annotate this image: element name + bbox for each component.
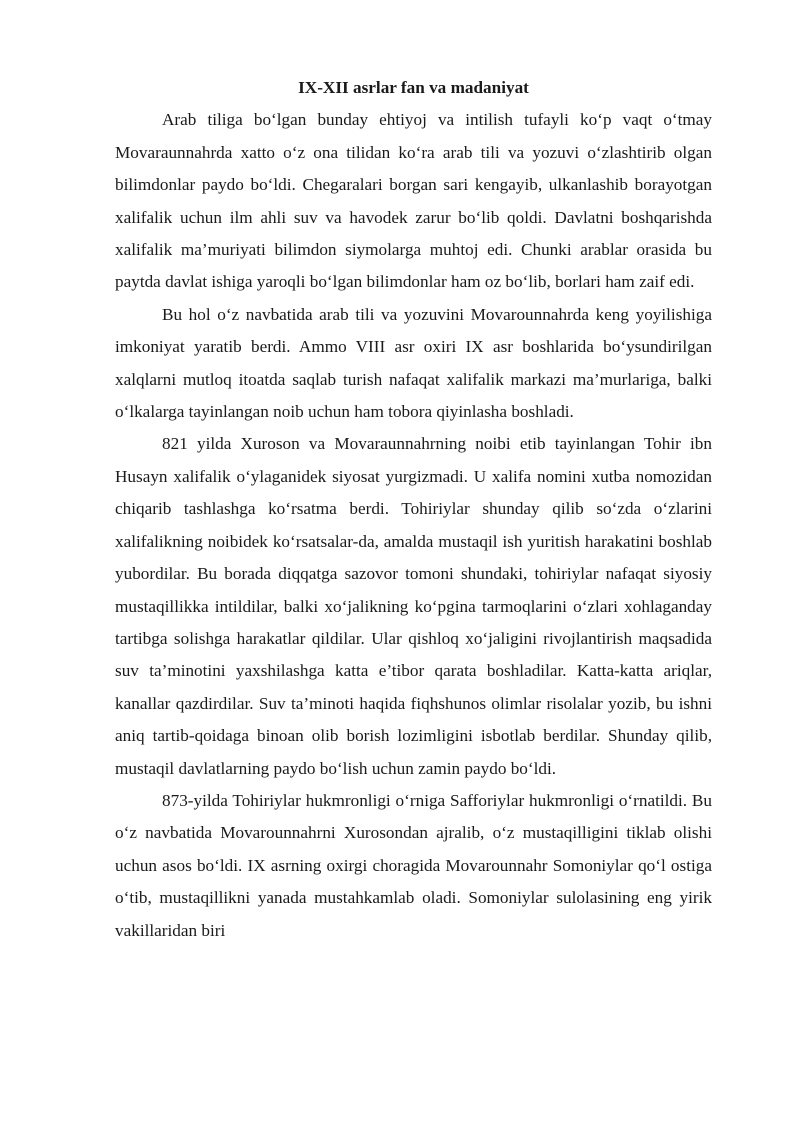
paragraph-1: Arab tiliga bo‘lgan bunday ehtiyoj va intilish tufayli ko‘p vaqt o‘tmay Movaraunnahrda xatto o‘z ona tilidan ko‘ra arab tili va yozuvi o‘zlashtirib olgan bilimdonlar paydo bo‘ldi. Chegaralari borgan sari kengayib, ulkanlashib borayotgan xalifalik uchun ilm ahli suv va havodek zarur bo‘lib qoldi. Davlatni boshqarishda xalifalik ma’muriyati bilimdon siymolarga muhtoj edi. Chunki arablar orasida bu paytda davlat ishiga yaroqli bo‘lgan bilimdonlar ham oz bo‘lib, borlari ham zaif edi. xyxy=(115,110,712,292)
paragraph-2: Bu hol o‘z navbatida arab tili va yozuvini Movarounnahrda keng yoyilishiga imkoniyat yaratib berdi. Ammo VIII asr oxiri IX asr boshlarida bo‘ysundirilgan xalqlarni mutloq itoatda saqlab turish nafaqat xalifalik markazi ma’murlariga, balki o‘lkalarga tayinlangan noib uchun ham tobora qiyinlasha boshladi. xyxy=(115,304,712,422)
page-title: IX-XII asrlar fan va madaniyat xyxy=(298,78,529,97)
paragraph-4: 873-yilda Tohiriylar hukmronligi o‘rniga Safforiylar hukmronligi o‘rnatildi. Bu o‘z navbatida Movarounnahrni Xurosondan ajralib, o‘z mustaqilligini tiklab olishi uchun asos bo‘ldi. IX asrning oxirgi choragida Movarounnahr Somoniylar qo‘l ostiga o‘tib, mustaqillikni yanada mustahkamlab oladi. Somoniylar sulolasining eng yirik vakillaridan biri xyxy=(115,790,712,940)
document-page xyxy=(115,72,712,947)
paragraph-3: 821 yilda Xuroson va Movaraunnahrning noibi etib tayinlangan Tohir ibn Husayn xalifalik o‘ylaganidek siyosat yurgizmadi. U xalifa nomini xutba nomozidan chiqarib tashlashga ko‘rsatma berdi. Tohiriylar shunday qilib so‘zda o‘zlarini xalifalikning noibidek ko‘rsatsalar-da, amalda mustaqil ish yuritish harakatini boshlab yubordilar. Bu borada diqqatga sazovor tomoni shundaki, tohiriylar nafaqat siyosiy mustaqillikka intildilar, balki xo‘jalikning ko‘pgina tarmoqlarini o‘zlari xohlaganday tartibga solishga harakatlar qildilar. Ular qishloq xo‘jaligini rivojlantirish maqsadida suv ta’minotini yaxshilashga katta e’tibor qarata boshladilar. Katta-katta ariqlar, kanallar qazdirdilar. Suv ta’minoti haqida fiqhshunos olimlar risolalar yozib, bu ishni aniq tartib-qoidaga binoan olib borish lozimligini isbotlab berdilar. Shunday qilib, mustaqil davlatlarning paydo bo‘lish uchun zamin paydo bo‘ldi. xyxy=(115,434,712,778)
